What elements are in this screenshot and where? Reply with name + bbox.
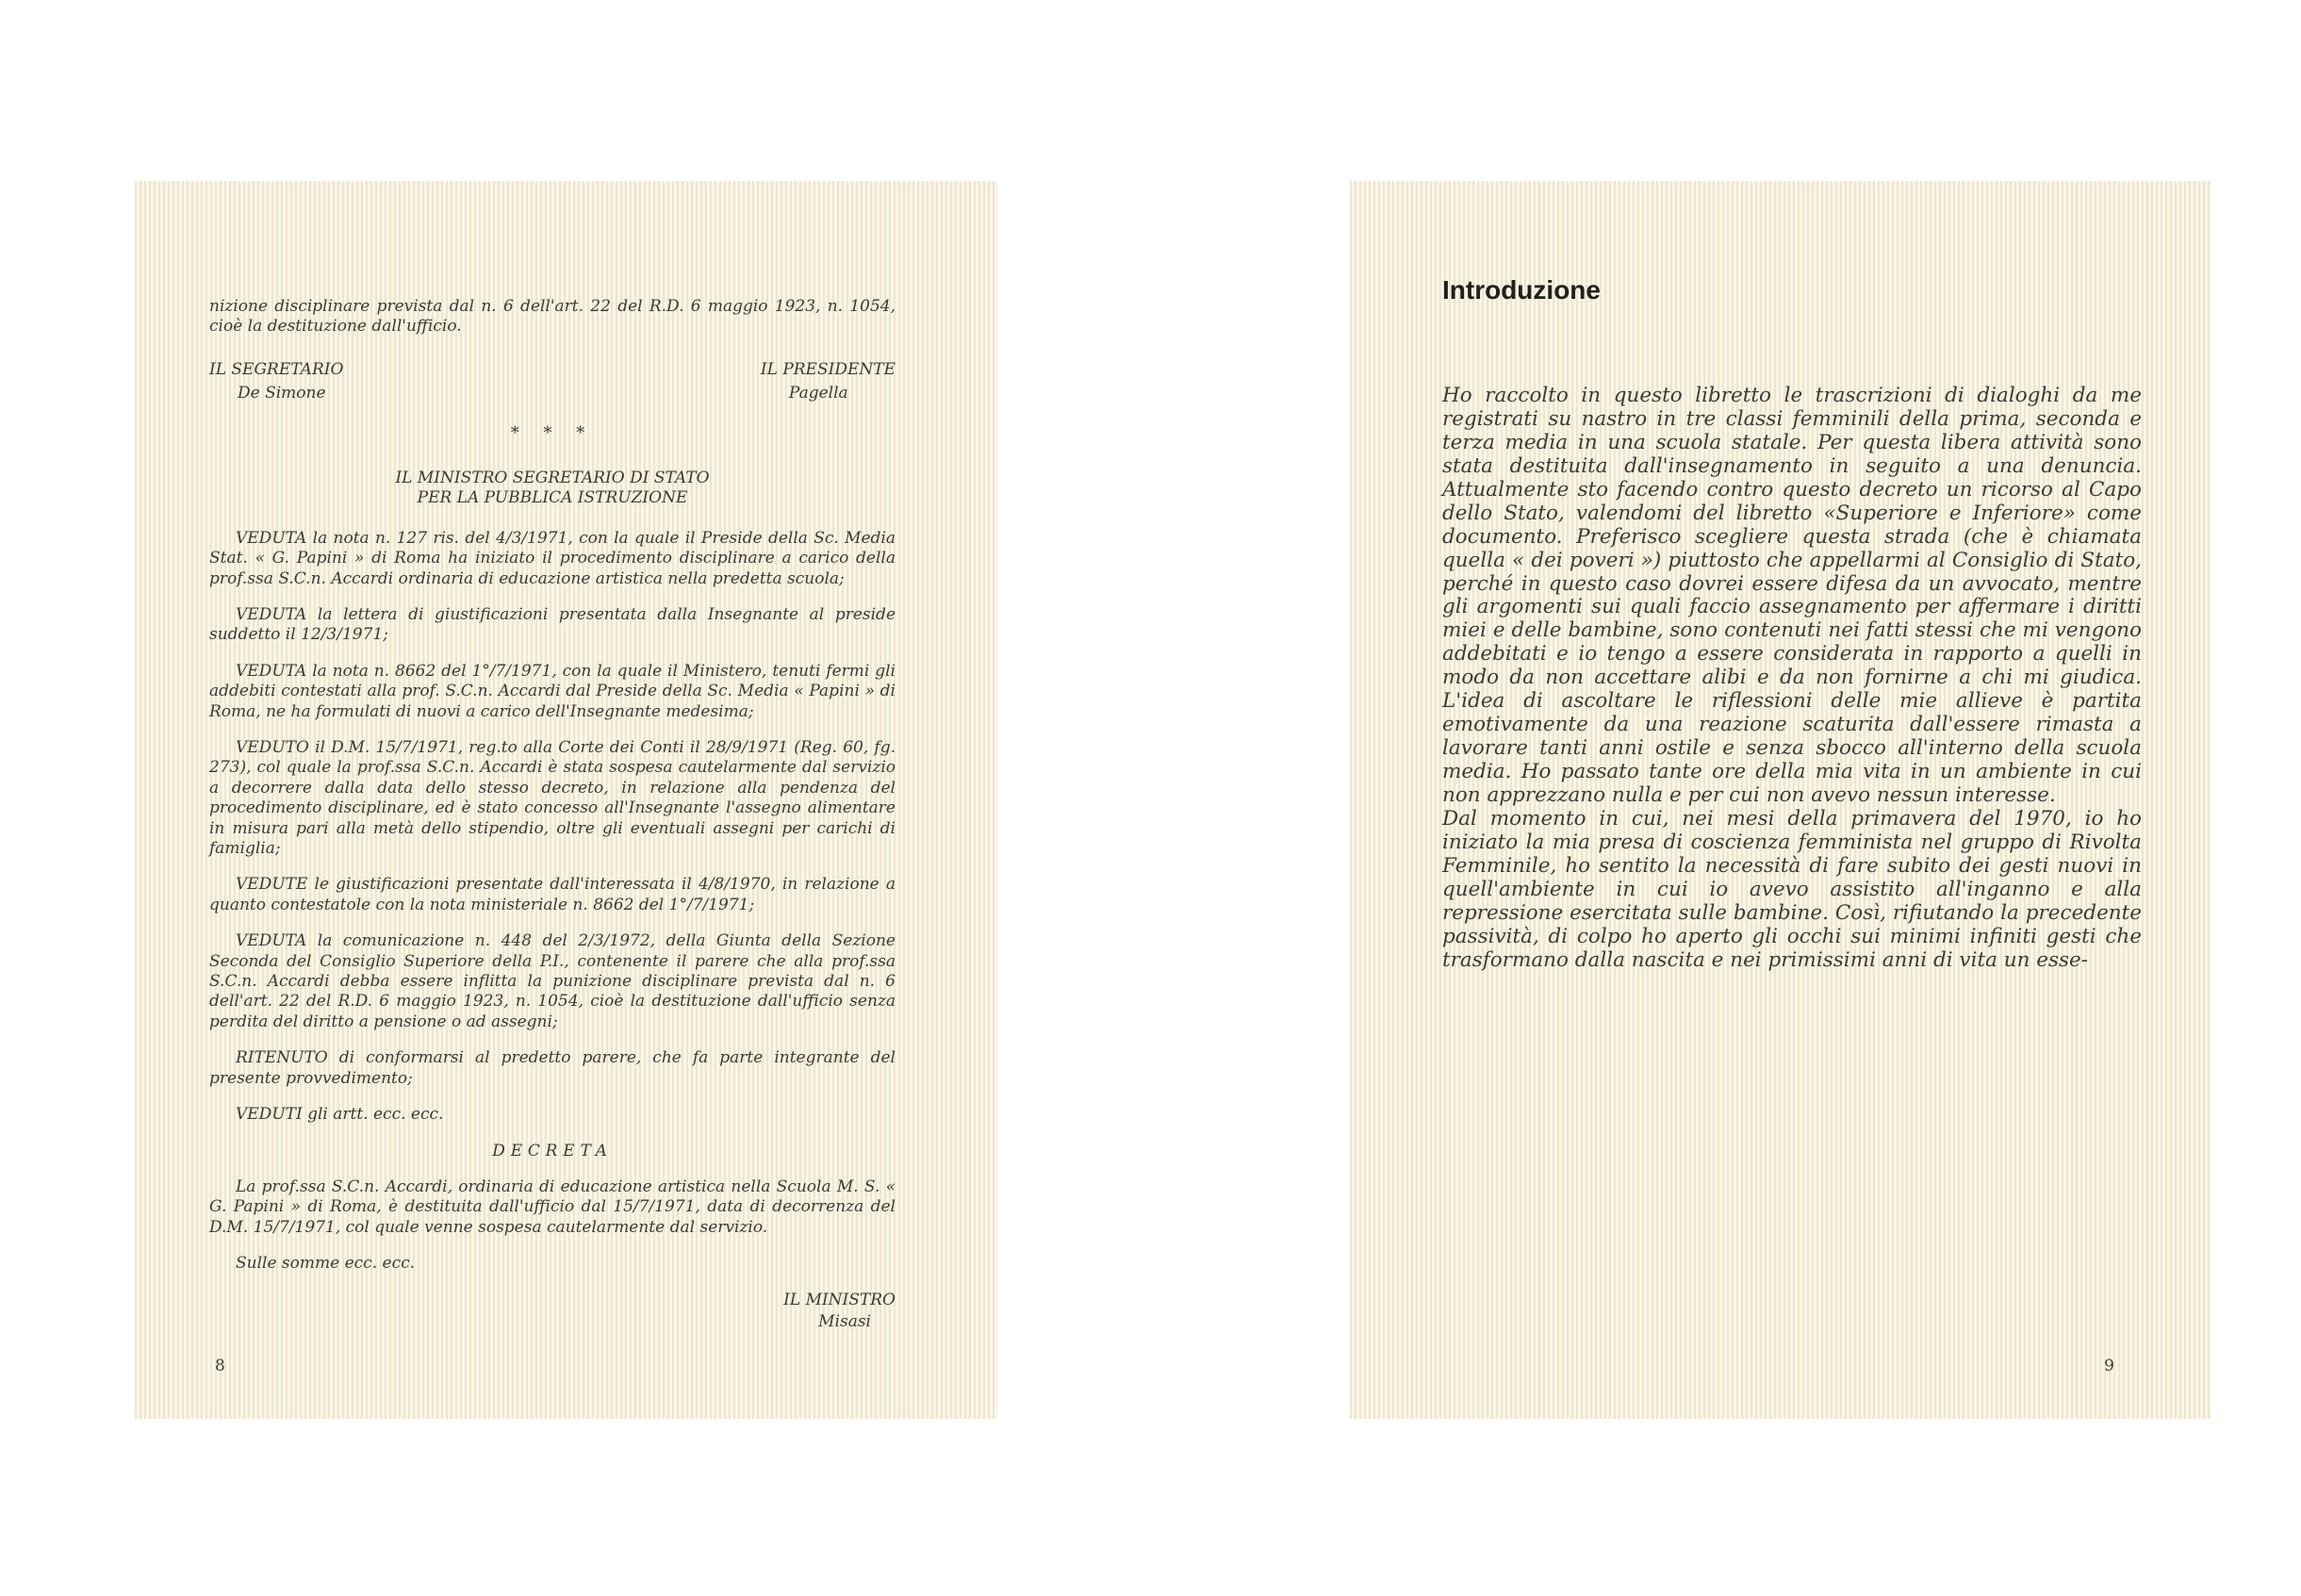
page-number-right: 9	[2104, 1357, 2114, 1375]
right-page	[1350, 181, 2211, 1419]
left-page	[135, 181, 997, 1419]
page-number-left: 8	[215, 1357, 225, 1375]
recital-paragraph: VEDUTE le giustificazioni presentate dall'interessata il 4/8/1970, in relazione a quanto contestatole con la nota ministeriale n. 8662 del 1°/7/1971;	[209, 875, 896, 914]
left-page-text-block	[209, 281, 896, 1332]
president-name: Pagella	[788, 384, 848, 403]
president-title: IL PRESIDENTE	[760, 359, 896, 379]
decree-body-paragraph: La prof.ssa S.C.n. Accardi, ordinaria di educazione artistica nella Scuola M. S. « G. Papini » di Roma, è destituita dall'ufficio dal 15/7/1971, data di decorrenza del D.M. 15/7/1971, col quale venne sospesa cautelarmente dal servizio.	[209, 1176, 896, 1237]
decree-heading-line1: IL MINISTRO SEGRETARIO DI STATO	[395, 469, 710, 488]
intro-paragraph: Dal momento in cui, nei mesi della primavera del 1970, io ho iniziato la mia presa di coscienza femminista nel gruppo di Rivolta Femminile, ho sentito la necessità di fare subito dei gesti nuovi in quell'ambiente in cui io avevo assistito all'inganno e alla repressione esercitata sulle bambine. Così, rifiutando la precedente passività, di colpo ho aperto gli occhi sui minimi infiniti gesti che trasformano dalla nascita e nei primissimi anni di vita un esse-	[1442, 806, 2142, 972]
recitals-block	[209, 529, 896, 1126]
asterisk-separator: * * *	[510, 422, 595, 443]
intro-paragraph: Ho raccolto in questo libretto le trascrizioni di dialoghi da me registrati su nastro in tre classi femminili della prima, seconda e terza media in una scuola statale. Per questa libera attività sono stata destituita dall'insegnamento in seguito a una denuncia. Attualmente sto facendo contro questo decreto un ricorso al Capo dello Stato, valendomi del libretto «Superiore e Inferiore» come documento. Preferisco scegliere questa strada (che è chiamata quella « dei poveri ») piuttosto che appellarmi al Consiglio di Stato, perché in questo caso dovrei essere difesa da un avvocato, mentre gli argomenti sui quali faccio assegnamento per affermare i diritti miei e delle bambine, sono contenuti nei fatti stessi che mi vengono addebitati e io tengo a essere considerata in rapporto a quelli in modo da non accettare alibi e da non fornirne a chi mi giudica. L'idea di ascoltare le riflessioni delle mie allieve è partita emotivamente da una reazione scaturita dall'essere rimasta a lavorare tanti anni ostile e senza sbocco all'interno della scuola media. Ho passato tante ore della mia vita in un ambiente in cui non apprezzano nulla e per cui non avevo nessun interesse.	[1442, 384, 2142, 807]
recital-paragraph: RITENUTO di conformarsi al predetto parere, che fa parte integrante del presente provvedimento;	[209, 1048, 896, 1088]
closing-line: Sulle somme ecc. ecc.	[236, 1254, 416, 1274]
secretary-signature	[209, 360, 343, 404]
decree-heading	[209, 469, 896, 507]
recital-paragraph: VEDUTA la nota n. 127 ris. del 4/3/1971, con la quale il Preside della Sc. Media Stat. « G. Papini » di Roma ha iniziato il procedimento disciplinare a carico della prof.ssa S.C.n. Accardi ordinaria di educazione artistica nella predetta scuola;	[209, 528, 896, 588]
minister-title: IL MINISTRO	[783, 1290, 896, 1309]
recital-paragraph: VEDUTA la lettera di giustificazioni presentata dalla Insegnante al preside suddetto il 12/3/1971;	[209, 604, 896, 645]
secretary-title: IL SEGRETARIO	[209, 359, 344, 379]
decreta-title: DECRETA	[492, 1141, 613, 1160]
chapter-title: Introduzione	[1442, 275, 1601, 304]
president-signature	[761, 360, 896, 404]
recital-paragraph: VEDUTI gli artt. ecc. ecc.	[236, 1105, 444, 1125]
recital-paragraph: VEDUTA la comunicazione n. 448 del 2/3/1972, della Giunta della Sezione Seconda del Consiglio Superiore della P.I., contenente il parere che alla prof.ssa S.C.n. Accardi debba essere inflitta la punizione disciplinare prevista dal n. 6 dell'art. 22 del R.D. 6 maggio 1923, n. 1054, cioè la destituzione dall'ufficio senza perdita del diritto a pensione o ad assegni;	[209, 931, 896, 1031]
signature-row	[209, 360, 896, 404]
right-page-text-block	[1442, 275, 2142, 972]
decree-heading-line2: PER LA PUBBLICA ISTRUZIONE	[417, 488, 688, 508]
minister-name: Misasi	[818, 1311, 871, 1331]
continuation-paragraph: nizione disciplinare prevista dal n. 6 dell'art. 22 del R.D. 6 maggio 1923, n. 1054, cioè la destituzione dall'ufficio.	[209, 297, 896, 337]
recital-paragraph: VEDUTO il D.M. 15/7/1971, reg.to alla Corte dei Conti il 28/9/1971 (Reg. 60, fg. 273), col quale la prof.ssa S.C.n. Accardi è stata sospesa cautelarmente dal servizio a decorrere dalla data dello stesso decreto, in relazione alla pendenza del procedimento disciplinare, ed è stato concesso all'Insegnante l'assegno alimentare in misura pari alla metà dello stipendio, oltre gli eventuali assegni per carichi di famiglia;	[209, 738, 896, 859]
recital-paragraph: VEDUTA la nota n. 8662 del 1°/7/1971, con la quale il Ministero, tenuti fermi gli addebiti contestati alla prof. S.C.n. Accardi dal Preside della Sc. Media « Papini » di Roma, ne ha formulati di nuovi a carico dell'Insegnante medesima;	[209, 661, 896, 721]
minister-signature	[209, 1291, 896, 1333]
secretary-name: De Simone	[238, 384, 326, 403]
